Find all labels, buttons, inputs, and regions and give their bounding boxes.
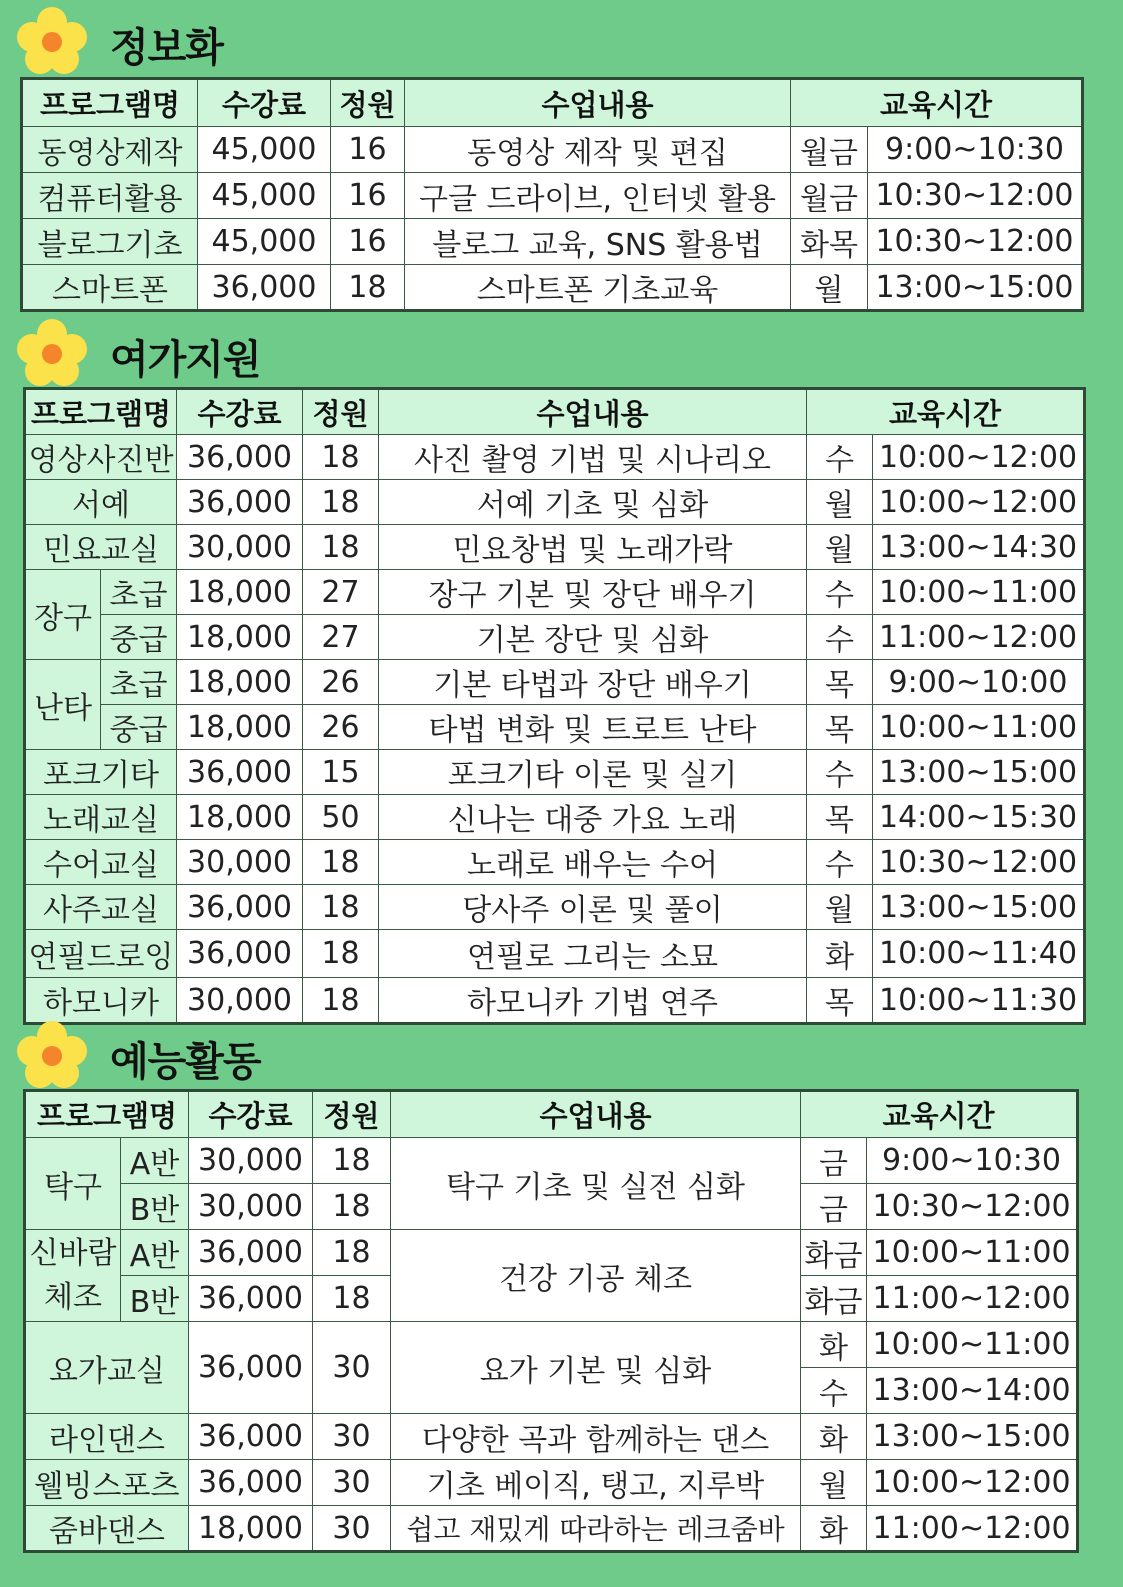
capacity: 18 xyxy=(331,265,405,311)
fee: 30,000 xyxy=(189,1138,313,1184)
capacity: 18 xyxy=(303,885,379,930)
capacity: 18 xyxy=(303,435,379,480)
capacity: 26 xyxy=(303,660,379,705)
header-capacity: 정원 xyxy=(313,1091,391,1138)
section-title: 여가지원 xyxy=(110,337,261,383)
leisure-table xyxy=(23,387,1086,1025)
day: 금 xyxy=(801,1184,867,1230)
fee: 36,000 xyxy=(177,930,303,978)
table-row xyxy=(25,660,1085,705)
content: 타법 변화 및 트로트 난타 xyxy=(379,705,807,750)
table-row xyxy=(25,750,1085,795)
day: 화목 xyxy=(791,219,868,265)
day: 화 xyxy=(801,1414,867,1460)
capacity: 16 xyxy=(331,127,405,173)
content: 다양한 곡과 함께하는 댄스 xyxy=(391,1414,801,1460)
fee: 18,000 xyxy=(189,1506,313,1552)
class-label: B반 xyxy=(121,1184,189,1230)
time: 11:00~12:00 xyxy=(873,615,1085,660)
table-row xyxy=(25,1138,1078,1184)
time: 10:00~11:00 xyxy=(873,570,1085,615)
day: 월 xyxy=(807,525,873,570)
level: 초급 xyxy=(101,570,177,615)
fee: 36,000 xyxy=(177,435,303,480)
program-name: 난타 xyxy=(25,660,101,750)
day: 목 xyxy=(807,705,873,750)
program-name: 웰빙스포츠 xyxy=(25,1460,189,1506)
fee: 45,000 xyxy=(198,173,331,219)
header-content: 수업내용 xyxy=(379,389,807,435)
time: 10:00~11:00 xyxy=(867,1322,1078,1368)
content: 탁구 기초 및 실전 심화 xyxy=(391,1138,801,1230)
arts-table xyxy=(23,1089,1079,1553)
fee: 36,000 xyxy=(177,480,303,525)
program-name xyxy=(25,1230,121,1322)
time: 10:00~12:00 xyxy=(873,435,1085,480)
content: 노래로 배우는 수어 xyxy=(379,840,807,885)
day: 금 xyxy=(801,1138,867,1184)
fee: 36,000 xyxy=(189,1230,313,1276)
time: 14:00~15:30 xyxy=(873,795,1085,840)
section-title: 예능활동 xyxy=(110,1039,261,1085)
fee: 36,000 xyxy=(189,1460,313,1506)
time: 10:30~12:00 xyxy=(868,219,1083,265)
program-name: 동영상제작 xyxy=(22,127,198,173)
time: 9:00~10:00 xyxy=(873,660,1085,705)
fee: 30,000 xyxy=(177,978,303,1024)
program-name: 블로그기초 xyxy=(22,219,198,265)
time: 10:00~11:40 xyxy=(873,930,1085,978)
table-row xyxy=(25,930,1085,978)
level: 초급 xyxy=(101,660,177,705)
content: 기본 타법과 장단 배우기 xyxy=(379,660,807,705)
time: 10:00~12:00 xyxy=(873,480,1085,525)
fee: 18,000 xyxy=(177,705,303,750)
level: 중급 xyxy=(101,705,177,750)
program-name: 민요교실 xyxy=(25,525,177,570)
time: 13:00~14:00 xyxy=(867,1368,1078,1414)
content: 건강 기공 체조 xyxy=(391,1230,801,1322)
capacity: 18 xyxy=(313,1276,391,1322)
time: 10:00~11:00 xyxy=(873,705,1085,750)
header-program: 프로그램명 xyxy=(25,1091,189,1138)
program-name: 연필드로잉 xyxy=(25,930,177,978)
day: 수 xyxy=(801,1368,867,1414)
class-label: A반 xyxy=(121,1230,189,1276)
fee: 36,000 xyxy=(177,885,303,930)
header-time: 교육시간 xyxy=(801,1091,1078,1138)
content: 동영상 제작 및 편집 xyxy=(405,127,791,173)
content: 장구 기본 및 장단 배우기 xyxy=(379,570,807,615)
content: 요가 기본 및 심화 xyxy=(391,1322,801,1414)
content: 스마트폰 기초교육 xyxy=(405,265,791,311)
day: 수 xyxy=(807,840,873,885)
time: 13:00~15:00 xyxy=(867,1414,1078,1460)
fee: 18,000 xyxy=(177,570,303,615)
fee: 36,000 xyxy=(198,265,331,311)
day: 화금 xyxy=(801,1230,867,1276)
header-time: 교육시간 xyxy=(807,389,1085,435)
content: 기본 장단 및 심화 xyxy=(379,615,807,660)
section-title: 정보화 xyxy=(110,25,223,71)
fee: 18,000 xyxy=(177,660,303,705)
content: 구글 드라이브, 인터넷 활용 xyxy=(405,173,791,219)
time: 13:00~14:30 xyxy=(873,525,1085,570)
capacity: 16 xyxy=(331,219,405,265)
fee: 45,000 xyxy=(198,127,331,173)
capacity: 15 xyxy=(303,750,379,795)
flower-icon xyxy=(14,318,90,388)
day: 화 xyxy=(801,1506,867,1552)
content: 기초 베이직, 탱고, 지루박 xyxy=(391,1460,801,1506)
content: 신나는 대중 가요 노래 xyxy=(379,795,807,840)
time: 10:00~12:00 xyxy=(867,1460,1078,1506)
day: 월 xyxy=(807,480,873,525)
fee: 36,000 xyxy=(189,1276,313,1322)
capacity: 30 xyxy=(313,1322,391,1414)
program-name: 컴퓨터활용 xyxy=(22,173,198,219)
capacity: 18 xyxy=(303,480,379,525)
day: 수 xyxy=(807,750,873,795)
capacity: 18 xyxy=(313,1230,391,1276)
table-row xyxy=(25,1414,1078,1460)
fee: 30,000 xyxy=(189,1184,313,1230)
table-row xyxy=(22,127,1083,173)
day: 수 xyxy=(807,435,873,480)
flower-icon xyxy=(14,1020,90,1090)
time: 11:00~12:00 xyxy=(867,1506,1078,1552)
day: 목 xyxy=(807,660,873,705)
table-row xyxy=(25,840,1085,885)
capacity: 18 xyxy=(303,978,379,1024)
header-program: 프로그램명 xyxy=(25,389,177,435)
table-row xyxy=(25,1230,1078,1276)
capacity: 30 xyxy=(313,1414,391,1460)
time: 9:00~10:30 xyxy=(868,127,1083,173)
flower-icon xyxy=(14,6,90,76)
program-name-line1: 신바람 xyxy=(29,1235,117,1271)
table-row xyxy=(25,795,1085,840)
fee: 36,000 xyxy=(189,1322,313,1414)
program-name-line2: 체조 xyxy=(44,1279,102,1315)
content: 쉽고 재밌게 따라하는 레크줌바 xyxy=(391,1506,801,1552)
content: 블로그 교육, SNS 활용법 xyxy=(405,219,791,265)
program-name: 라인댄스 xyxy=(25,1414,189,1460)
fee: 18,000 xyxy=(177,615,303,660)
fee: 45,000 xyxy=(198,219,331,265)
day: 월 xyxy=(801,1460,867,1506)
table-row xyxy=(22,173,1083,219)
table-row xyxy=(25,480,1085,525)
content: 민요창법 및 노래가락 xyxy=(379,525,807,570)
header-program: 프로그램명 xyxy=(22,79,198,127)
time: 13:00~15:00 xyxy=(873,750,1085,795)
program-name: 요가교실 xyxy=(25,1322,189,1414)
time: 10:00~11:30 xyxy=(873,978,1085,1024)
program-name: 포크기타 xyxy=(25,750,177,795)
capacity: 16 xyxy=(331,173,405,219)
table-row xyxy=(25,705,1085,750)
capacity: 27 xyxy=(303,615,379,660)
header-fee: 수강료 xyxy=(198,79,331,127)
day: 월 xyxy=(807,885,873,930)
class-label: B반 xyxy=(121,1276,189,1322)
program-name: 줌바댄스 xyxy=(25,1506,189,1552)
content: 하모니카 기법 연주 xyxy=(379,978,807,1024)
table-row xyxy=(25,978,1085,1024)
day: 월금 xyxy=(791,173,868,219)
time: 10:00~11:00 xyxy=(867,1230,1078,1276)
capacity: 27 xyxy=(303,570,379,615)
header-time: 교육시간 xyxy=(791,79,1083,127)
table-row xyxy=(25,1460,1078,1506)
table-row xyxy=(25,885,1085,930)
program-name: 장구 xyxy=(25,570,101,660)
capacity: 18 xyxy=(313,1138,391,1184)
capacity: 18 xyxy=(303,930,379,978)
day: 화 xyxy=(801,1322,867,1368)
info-table xyxy=(20,77,1084,312)
header-capacity: 정원 xyxy=(303,389,379,435)
day: 목 xyxy=(807,795,873,840)
time: 9:00~10:30 xyxy=(867,1138,1078,1184)
time: 10:30~12:00 xyxy=(873,840,1085,885)
capacity: 18 xyxy=(303,840,379,885)
header-content: 수업내용 xyxy=(405,79,791,127)
level: 중급 xyxy=(101,615,177,660)
day: 월금 xyxy=(791,127,868,173)
time: 10:30~12:00 xyxy=(867,1184,1078,1230)
day: 목 xyxy=(807,978,873,1024)
table-row xyxy=(25,525,1085,570)
capacity: 26 xyxy=(303,705,379,750)
day: 화금 xyxy=(801,1276,867,1322)
capacity: 30 xyxy=(313,1506,391,1552)
header-fee: 수강료 xyxy=(177,389,303,435)
capacity: 50 xyxy=(303,795,379,840)
fee: 36,000 xyxy=(177,750,303,795)
table-row xyxy=(22,265,1083,311)
time: 11:00~12:00 xyxy=(867,1276,1078,1322)
header-capacity: 정원 xyxy=(331,79,405,127)
table-row xyxy=(22,219,1083,265)
table-row xyxy=(25,1322,1078,1368)
program-name: 사주교실 xyxy=(25,885,177,930)
program-name: 서예 xyxy=(25,480,177,525)
program-name: 탁구 xyxy=(25,1138,121,1230)
capacity: 18 xyxy=(303,525,379,570)
capacity: 18 xyxy=(313,1184,391,1230)
class-label: A반 xyxy=(121,1138,189,1184)
program-name: 수어교실 xyxy=(25,840,177,885)
content: 당사주 이론 및 풀이 xyxy=(379,885,807,930)
capacity: 30 xyxy=(313,1460,391,1506)
header-content: 수업내용 xyxy=(391,1091,801,1138)
day: 월 xyxy=(791,265,868,311)
content: 서예 기초 및 심화 xyxy=(379,480,807,525)
day: 화 xyxy=(807,930,873,978)
fee: 36,000 xyxy=(189,1414,313,1460)
table-row xyxy=(25,435,1085,480)
program-name: 하모니카 xyxy=(25,978,177,1024)
fee: 18,000 xyxy=(177,795,303,840)
table-row xyxy=(25,570,1085,615)
content: 사진 촬영 기법 및 시나리오 xyxy=(379,435,807,480)
content: 포크기타 이론 및 실기 xyxy=(379,750,807,795)
table-row xyxy=(25,615,1085,660)
time: 13:00~15:00 xyxy=(873,885,1085,930)
table-row xyxy=(25,1506,1078,1552)
header-fee: 수강료 xyxy=(189,1091,313,1138)
program-name: 노래교실 xyxy=(25,795,177,840)
program-name: 영상사진반 xyxy=(25,435,177,480)
fee: 30,000 xyxy=(177,840,303,885)
time: 10:30~12:00 xyxy=(868,173,1083,219)
fee: 30,000 xyxy=(177,525,303,570)
program-name: 스마트폰 xyxy=(22,265,198,311)
day: 수 xyxy=(807,615,873,660)
time: 13:00~15:00 xyxy=(868,265,1083,311)
day: 수 xyxy=(807,570,873,615)
content: 연필로 그리는 소묘 xyxy=(379,930,807,978)
